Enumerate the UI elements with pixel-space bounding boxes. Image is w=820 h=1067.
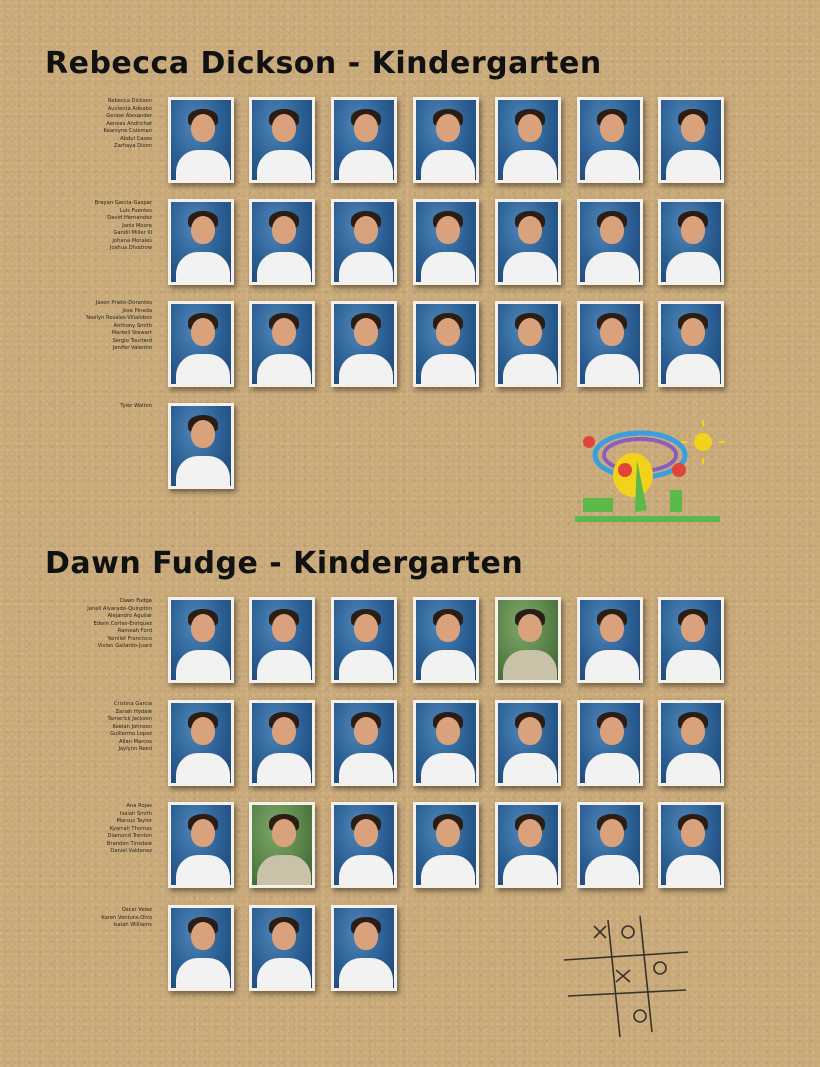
student-face — [518, 819, 542, 847]
student-face — [681, 318, 705, 346]
student-photo — [413, 301, 479, 387]
student-name: Brayan Garcia-Gaspar — [94, 200, 152, 206]
student-photo — [249, 700, 315, 786]
student-name: Marcus Taylor — [116, 818, 152, 824]
student-photo — [658, 97, 724, 183]
student-name: Guillermo Lopez — [110, 731, 152, 737]
student-shirt — [257, 958, 311, 991]
student-face — [272, 216, 296, 244]
names-list — [38, 403, 152, 411]
student-photo — [168, 403, 234, 489]
student-name: Jose Pineda — [122, 307, 152, 314]
student-photo — [331, 199, 397, 285]
student-shirt — [257, 354, 311, 387]
student-photo — [658, 199, 724, 285]
student-face — [518, 717, 542, 745]
student-shirt — [503, 252, 557, 285]
student-photo — [495, 802, 561, 888]
student-photo — [577, 597, 643, 683]
student-face — [272, 614, 296, 642]
student-shirt — [421, 753, 475, 786]
student-face — [191, 216, 215, 244]
student-shirt — [666, 855, 720, 888]
student-face — [681, 114, 705, 142]
student-face — [354, 216, 378, 244]
crayon-drawing — [575, 420, 725, 525]
student-face — [518, 216, 542, 244]
student-face — [436, 216, 460, 244]
student-name: Rameah Ford — [117, 628, 152, 634]
student-face — [191, 114, 215, 142]
student-face — [191, 819, 215, 847]
student-shirt — [666, 650, 720, 683]
student-shirt — [666, 354, 720, 387]
student-photo — [249, 802, 315, 888]
student-name: Karen Ventura-Olvo — [101, 914, 152, 921]
student-photo — [413, 700, 479, 786]
student-shirt — [421, 354, 475, 387]
student-face — [191, 717, 215, 745]
names-list — [38, 300, 152, 353]
student-name: Kyerrah Thomas — [109, 825, 152, 832]
student-face — [600, 819, 624, 847]
student-shirt — [503, 753, 557, 786]
student-name: Janis Moore — [122, 222, 152, 229]
student-photo — [495, 301, 561, 387]
student-photo — [168, 802, 234, 888]
student-photo — [413, 199, 479, 285]
student-name: Jenifer Valentin — [112, 345, 152, 351]
student-shirt — [503, 855, 557, 888]
student-photo — [168, 97, 234, 183]
student-name: Jason Prieto-Dorantes — [95, 300, 152, 306]
student-name: Sergio Tourtard — [112, 337, 152, 344]
student-photo — [249, 301, 315, 387]
student-shirt — [257, 150, 311, 183]
student-face — [436, 614, 460, 642]
student-photo — [331, 97, 397, 183]
student-photo — [577, 802, 643, 888]
student-name: Alejandro Aguilar — [107, 613, 152, 619]
student-photo — [331, 301, 397, 387]
student-name: Luis Fuentes — [119, 207, 152, 214]
student-face — [354, 114, 378, 142]
student-name: Keelah Johnson — [112, 723, 152, 730]
student-photo — [413, 597, 479, 683]
student-face — [681, 216, 705, 244]
student-photo — [168, 597, 234, 683]
student-shirt — [339, 855, 393, 888]
student-name: Rebecca Dickson — [107, 98, 152, 104]
student-face — [272, 922, 296, 950]
student-photo — [413, 802, 479, 888]
student-face — [436, 819, 460, 847]
student-face — [354, 318, 378, 346]
student-name: Tyler Walton — [120, 403, 152, 409]
student-shirt — [339, 958, 393, 991]
student-face — [191, 614, 215, 642]
student-face — [600, 614, 624, 642]
student-shirt — [176, 855, 230, 888]
student-shirt — [176, 753, 230, 786]
student-photo — [658, 802, 724, 888]
student-shirt — [257, 753, 311, 786]
student-name: Zarhaya Dixon — [114, 143, 152, 149]
student-shirt — [585, 650, 639, 683]
student-photo — [249, 97, 315, 183]
student-shirt — [176, 150, 230, 183]
student-face — [436, 318, 460, 346]
class-title: Rebecca Dickson - Kindergarten — [45, 46, 602, 81]
student-name: Janell Alvarado-Quinpton — [87, 605, 152, 612]
student-shirt — [339, 150, 393, 183]
student-name: Dawn Fudge — [119, 598, 152, 604]
student-name: Johana Morales — [112, 237, 152, 244]
student-photo — [331, 597, 397, 683]
student-shirt — [503, 150, 557, 183]
student-face — [191, 318, 215, 346]
student-face — [354, 922, 378, 950]
student-shirt — [257, 855, 311, 888]
student-shirt — [585, 354, 639, 387]
student-shirt — [421, 855, 475, 888]
student-face — [354, 819, 378, 847]
student-shirt — [176, 958, 230, 991]
student-face — [600, 318, 624, 346]
student-name: Diamond Trenton — [107, 833, 152, 839]
student-name: Gandil Miller III — [113, 230, 152, 236]
student-photo — [577, 97, 643, 183]
names-list — [38, 803, 152, 856]
class-title: Dawn Fudge - Kindergarten — [45, 546, 524, 581]
student-name: Zariah Hydale — [115, 708, 152, 715]
student-face — [518, 318, 542, 346]
student-shirt — [666, 150, 720, 183]
student-name: Aeneas Andrichat — [106, 120, 152, 127]
student-face — [191, 420, 215, 448]
names-list — [38, 200, 152, 253]
student-photo — [495, 700, 561, 786]
student-face — [272, 318, 296, 346]
student-name: Yamilet Francisco — [107, 635, 152, 642]
student-face — [600, 216, 624, 244]
student-shirt — [585, 753, 639, 786]
student-photo — [168, 199, 234, 285]
student-face — [600, 114, 624, 142]
student-shirt — [666, 252, 720, 285]
student-shirt — [339, 354, 393, 387]
student-face — [354, 717, 378, 745]
student-name: Daniel Valdenez — [110, 848, 152, 854]
student-name: Auvienta Adeabo — [107, 105, 152, 112]
student-shirt — [257, 650, 311, 683]
student-photo — [658, 597, 724, 683]
student-photo — [331, 802, 397, 888]
student-shirt — [339, 252, 393, 285]
student-photo — [495, 199, 561, 285]
student-shirt — [421, 650, 475, 683]
student-shirt — [176, 650, 230, 683]
student-photo — [249, 199, 315, 285]
student-name: Cristina Garcia — [113, 701, 152, 707]
student-face — [436, 114, 460, 142]
student-shirt — [257, 252, 311, 285]
student-photo — [658, 700, 724, 786]
student-shirt — [176, 456, 230, 489]
student-shirt — [421, 252, 475, 285]
student-name: Oscar Velez — [121, 907, 152, 913]
student-shirt — [503, 650, 557, 683]
student-photo — [249, 597, 315, 683]
student-shirt — [503, 354, 557, 387]
names-list — [38, 907, 152, 930]
student-name: Jaylynn Reed — [118, 746, 152, 752]
student-name: Anthony Smith — [113, 322, 152, 329]
student-name: Ana Rojas — [126, 803, 152, 809]
tictactoe-drawing — [560, 912, 690, 1042]
student-name: Brandon Tinsdale — [106, 840, 152, 847]
student-photo — [413, 97, 479, 183]
student-shirt — [339, 650, 393, 683]
student-shirt — [585, 150, 639, 183]
student-shirt — [585, 252, 639, 285]
student-name: Vivian Gallardo-Juarz — [97, 643, 152, 649]
student-photo — [331, 700, 397, 786]
student-photo — [168, 905, 234, 991]
student-photo — [577, 700, 643, 786]
student-face — [518, 614, 542, 642]
student-face — [354, 614, 378, 642]
student-shirt — [176, 354, 230, 387]
student-name: Markell Stewart — [111, 330, 152, 336]
student-photo — [495, 597, 561, 683]
names-list — [38, 701, 152, 754]
student-shirt — [176, 252, 230, 285]
student-name: Neelyn Rosales-Villalobos — [86, 315, 152, 321]
student-name: Genise Alexander — [106, 113, 152, 119]
student-name: Tamerick Jackson — [107, 716, 152, 722]
student-photo — [577, 199, 643, 285]
student-photo — [249, 905, 315, 991]
names-list — [38, 598, 152, 651]
student-photo — [168, 700, 234, 786]
student-name: Edwin Cortes-Enriquez — [93, 620, 152, 627]
student-shirt — [585, 855, 639, 888]
student-face — [600, 717, 624, 745]
student-face — [272, 114, 296, 142]
student-photo — [577, 301, 643, 387]
student-name: David Hernandez — [107, 215, 152, 221]
student-shirt — [339, 753, 393, 786]
student-name: Kearsyne Coleman — [103, 128, 152, 134]
student-photo — [331, 905, 397, 991]
student-face — [681, 614, 705, 642]
student-face — [272, 819, 296, 847]
student-photo — [658, 301, 724, 387]
student-name: Allan Marcos — [119, 738, 152, 745]
student-name: Isaiah Smith — [119, 810, 152, 817]
student-shirt — [421, 150, 475, 183]
student-shirt — [666, 753, 720, 786]
student-name: Abdul Cases — [120, 135, 152, 142]
student-photo — [495, 97, 561, 183]
names-list — [38, 98, 152, 151]
student-face — [272, 717, 296, 745]
student-face — [681, 717, 705, 745]
student-face — [681, 819, 705, 847]
student-name: Isaiah Williams — [113, 922, 152, 928]
student-face — [191, 922, 215, 950]
student-photo — [168, 301, 234, 387]
student-face — [436, 717, 460, 745]
student-name: Joshua Dhodrow — [110, 245, 152, 251]
student-face — [518, 114, 542, 142]
